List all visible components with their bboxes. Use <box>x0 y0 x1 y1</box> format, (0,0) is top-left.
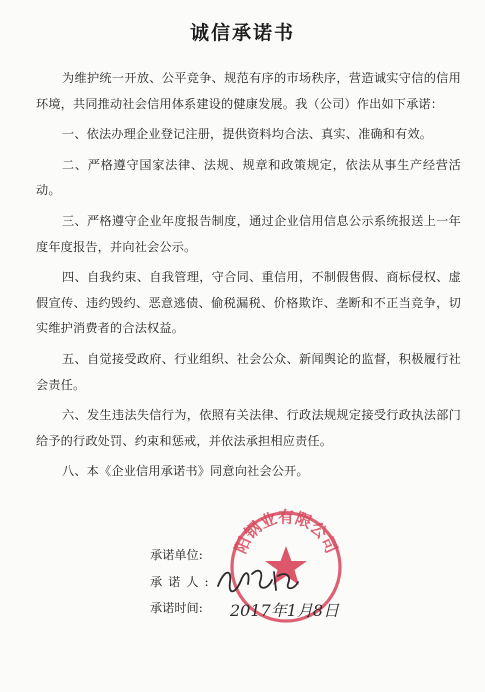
paragraph-3: 三、严格遵守企业年度报告制度，通过企业信用信息公示系统报送上一年度年度报告，并向社会公示。 <box>36 213 461 254</box>
paragraph-2: 二、严格遵守国家法律、法规、规章和政策规定，依法从事生产经营活动。 <box>36 157 461 198</box>
paragraph-intro: 为维护统一开放、公平竞争、规范有序的市场秩序，营造诚实守信的信用环境，共同推动社会信用体系建设的健康发展。我（公司）作出如下承诺： <box>36 71 461 111</box>
paragraph-6: 六、发生违法失信行为，依照有关法律、行政法规规定接受行政执法部门给予的行政处罚、约束和惩戒，并依法承担相应责任。 <box>36 408 461 448</box>
document-title: 诚信承诺书 <box>189 22 295 44</box>
signature-unit-label: 承诺单位: <box>150 548 203 562</box>
paragraph-1: 一、依法办理企业登记注册，提供资料均合法、真实、准确和有效。 <box>62 127 433 142</box>
handwritten-date <box>226 594 366 624</box>
document-body <box>36 66 461 490</box>
paragraph-8: 八、本《企业信用承诺书》同意向社会公开。 <box>62 464 309 479</box>
paragraph-5: 五、自觉接受政府、行业组织、社会公众、新闻舆论的监督，积极履行社会责任。 <box>36 351 461 392</box>
signature-date-label: 承诺时间: <box>150 601 203 615</box>
paragraph-4: 四、自我约束、自我管理，守合同、重信用，不制假售假、商标侵权、虚假宣传、违约毁约、恶意逃债、偷税漏税、价格欺诈、垄断和不正当竞争，切实维护消费者的合法权益。 <box>36 270 461 336</box>
seal-text: 阳钢业有限公司 <box>230 507 342 557</box>
signature-person-label: 承诺人: <box>150 575 215 589</box>
handwritten-date-text: 2017年1月8日 <box>230 601 340 620</box>
